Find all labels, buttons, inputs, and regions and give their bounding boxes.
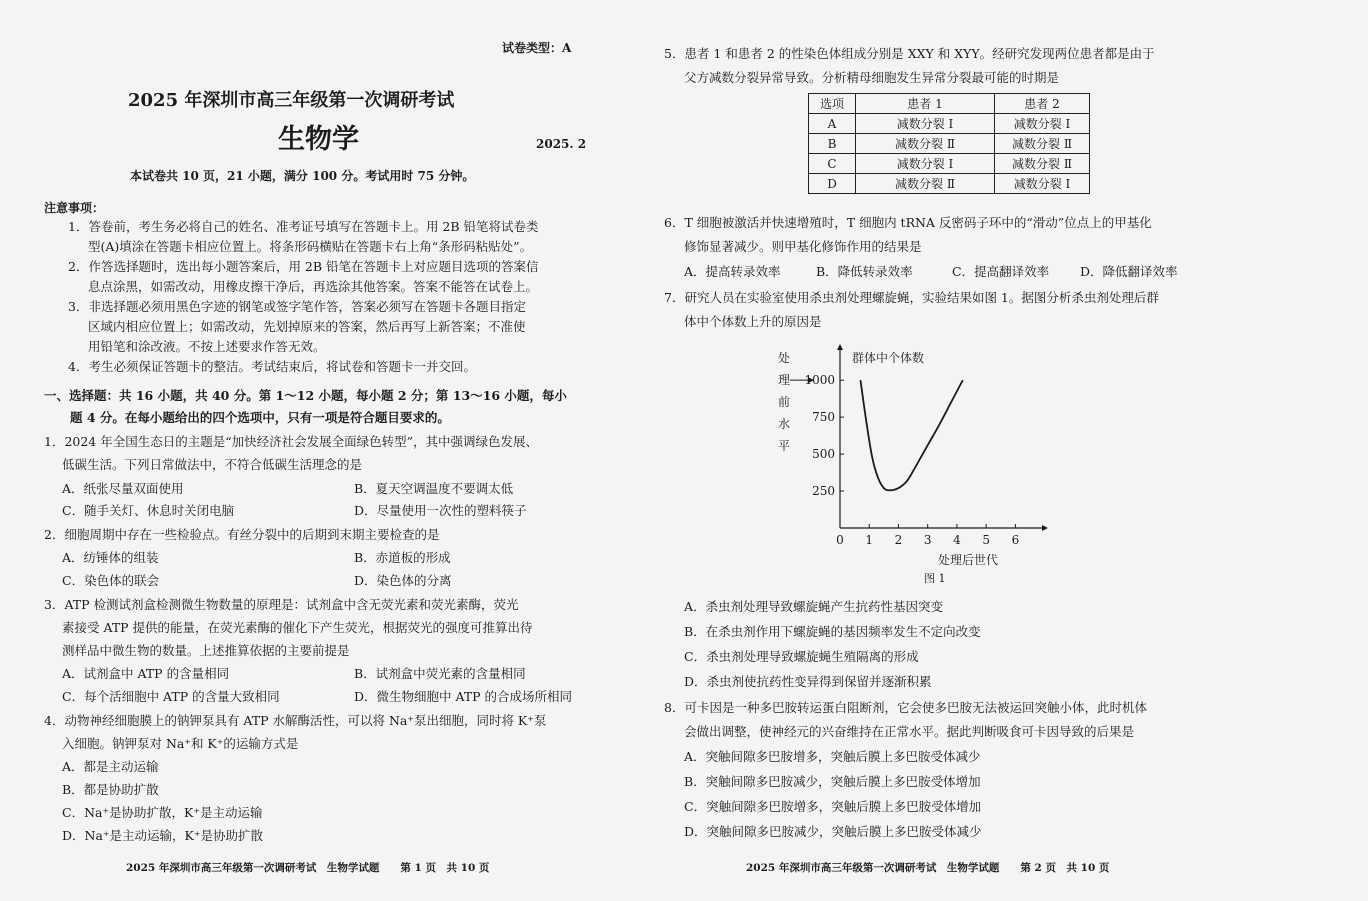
table-cell: 减数分裂 Ⅱ [856, 174, 995, 194]
x-tick-label: 0 [836, 533, 844, 547]
question-3-option-b[interactable]: B．试剂盒中荧光素的含量相同 [354, 666, 526, 681]
pre-treatment-label-char: 平 [778, 439, 791, 453]
table-cell: B [809, 134, 856, 154]
question-8-stem: 8．可卡因是一种多巴胺转运蛋白阻断剂，它会使多巴胺无法被运回突触小体，此时机体 [664, 700, 1147, 715]
pre-treatment-label-char: 理 [778, 373, 791, 387]
y-axis-arrow [837, 344, 843, 350]
y-tick-label: 500 [812, 447, 835, 462]
note-line: 1．答卷前，考生务必将自己的姓名、准考证号填写在答题卡上。用 2B 铅笔将试卷类 [68, 219, 539, 234]
pre-treatment-label-char: 前 [778, 395, 791, 409]
page-footer: 2025 年深圳市高三年级第一次调研考试 生物学试题 第 1 页 共 10 页 [126, 862, 490, 874]
pre-treatment-label-char: 水 [778, 417, 791, 431]
question-6-option-a[interactable]: A．提高转录效率 [684, 264, 781, 279]
table-cell: C [809, 154, 856, 174]
table-cell: 减数分裂 Ⅱ [995, 154, 1090, 174]
question-4-option-a[interactable]: A．都是主动运输 [62, 759, 159, 774]
x-axis-label: 处理后世代 [938, 553, 999, 567]
question-6-option-b[interactable]: B．降低转录效率 [816, 264, 913, 279]
x-axis-arrow [1042, 525, 1048, 531]
question-6-option-c[interactable]: C．提高翻译效率 [952, 264, 1050, 279]
question-1-option-a[interactable]: A．纸张尽量双面使用 [62, 481, 184, 496]
question-2-option-d[interactable]: D．染色体的分离 [354, 573, 452, 588]
question-7-option-c[interactable]: C．杀虫剂处理导致螺旋蝇生殖隔离的形成 [684, 649, 919, 664]
question-3-stem: 3．ATP 检测试剂盒检测微生物数量的原理是：试剂盒中含无荧光素和荧光素酶，荧光 [44, 597, 519, 612]
x-tick-label: 3 [923, 533, 932, 547]
question-6-option-d[interactable]: D．降低翻译效率 [1080, 264, 1178, 279]
figure-caption: 图 1 [924, 572, 946, 585]
table-header-row [809, 94, 1090, 114]
question-1-stem: 低碳生活。下列日常做法中，不符合低碳生活理念的是 [62, 457, 363, 472]
table-header-cell: 选项 [809, 94, 856, 114]
question-1-option-c[interactable]: C．随手关灯、休息时关闭电脑 [62, 503, 235, 518]
question-6-stem: 6．T 细胞被激活并快速增殖时，T 细胞内 tRNA 反密码子环中的“滑动”位点上的甲基化 [664, 215, 1152, 230]
question-7-option-a[interactable]: A．杀虫剂处理导致螺旋蝇产生抗药性基因突变 [684, 599, 944, 614]
note-line: 4．考生必须保证答题卡的整洁。考试结束后，将试卷和答题卡一并交回。 [68, 359, 476, 374]
question-1-option-b[interactable]: B．夏天空调温度不要调太低 [354, 481, 514, 496]
question-4-stem: 4．动物神经细胞膜上的钠钾泵具有 ATP 水解酶活性，可以将 Na⁺泵出细胞，同时将 K⁺泵 [44, 713, 547, 728]
table-row [809, 154, 1090, 174]
question-4-option-b[interactable]: B．都是协助扩散 [62, 782, 159, 797]
population-curve [860, 380, 962, 490]
note-line: 2．作答选择题时，选出每小题答案后，用 2B 铅笔在答题卡上对应题目选项的答案信 [68, 259, 539, 274]
table-cell: 减数分裂 Ⅱ [995, 134, 1090, 154]
subject-title: 生物学 [278, 124, 359, 155]
question-3-option-c[interactable]: C．每个活细胞中 ATP 的含量大致相同 [62, 689, 280, 704]
table-header-cell: 患者 2 [995, 94, 1090, 114]
table-cell: 减数分裂 Ⅰ [995, 114, 1090, 134]
x-tick-label: 1 [865, 533, 874, 547]
note-line: 息点涂黑，如需改动，用橡皮擦干净后，再选涂其他答案。答案不能答在试卷上。 [88, 279, 539, 294]
question-8-stem: 会做出调整，使神经元的兴奋维持在正常水平。据此判断吸食可卡因导致的后果是 [684, 724, 1135, 739]
note-line: 用铅笔和涂改液。不按上述要求作答无效。 [88, 339, 326, 354]
table-row [809, 114, 1090, 134]
paper-type: 试卷类型：A [502, 41, 572, 55]
table-cell: 减数分裂 Ⅱ [856, 134, 995, 154]
question-1-stem: 1．2024 年全国生态日的主题是“加快经济社会发展全面绿色转型”，其中强调绿色发展、 [44, 434, 539, 449]
question-3-option-a[interactable]: A．试剂盒中 ATP 的含量相同 [62, 666, 230, 681]
question-7-stem: 7．研究人员在实验室使用杀虫剂处理螺旋蝇，实验结果如图 1。据图分析杀虫剂处理后群 [664, 290, 1159, 305]
table-cell: 减数分裂 Ⅰ [856, 154, 995, 174]
question-3-stem: 测样品中微生物的数量。上述推算依据的主要前提是 [62, 643, 350, 658]
question-7-stem: 体中个体数上升的原因是 [684, 314, 822, 329]
question-8-option-d[interactable]: D．突触间隙多巴胺减少，突触后膜上多巴胺受体减少 [684, 824, 982, 839]
question-2-option-c[interactable]: C．染色体的联会 [62, 573, 160, 588]
question-3-stem: 素接受 ATP 提供的能量，在荧光素酶的催化下产生荧光，根据荧光的强度可推算出待 [62, 620, 533, 635]
question-7-option-b[interactable]: B．在杀虫剂作用下螺旋蝇的基因频率发生不定向改变 [684, 624, 981, 639]
question-3-option-d[interactable]: D．微生物细胞中 ATP 的合成场所相同 [354, 689, 573, 704]
table-row [809, 174, 1090, 194]
question-8-option-b[interactable]: B．突触间隙多巴胺减少，突触后膜上多巴胺受体增加 [684, 774, 981, 789]
question-2-option-a[interactable]: A．纺锤体的组装 [62, 550, 159, 565]
note-line: 区域内相应位置上；如需改动，先划掉原来的答案，然后再写上新答案；不准使 [88, 319, 526, 334]
question-2-stem: 2．细胞周期中存在一些检验点。有丝分裂中的后期到末期主要检查的是 [44, 527, 440, 542]
question-4-option-c[interactable]: C．Na⁺是协助扩散，K⁺是主动运输 [62, 805, 263, 820]
table-cell: D [809, 174, 856, 194]
table-cell: A [809, 114, 856, 134]
question-7-option-d[interactable]: D．杀虫剂使抗药性变异得到保留并逐渐积累 [684, 674, 932, 689]
question-1-option-d[interactable]: D．尽量使用一次性的塑料筷子 [354, 503, 527, 518]
notes-title: 注意事项： [44, 201, 105, 215]
x-tick-label: 4 [953, 533, 961, 547]
section-heading: 一、选择题：共 16 小题，共 40 分。第 1～12 小题，每小题 2 分；第 13～16 小题，每小 [44, 388, 567, 403]
question-6-stem: 修饰显著减少。则甲基化修饰作用的结果是 [684, 239, 922, 254]
question-2-option-b[interactable]: B．赤道板的形成 [354, 550, 451, 565]
table-cell: 减数分裂 Ⅰ [995, 174, 1090, 194]
question-4-stem: 入细胞。钠钾泵对 Na⁺和 K⁺的运输方式是 [62, 736, 299, 751]
y-tick-label: 750 [812, 410, 835, 425]
exam-info: 本试卷共 10 页，21 小题，满分 100 分。考试用时 75 分钟。 [130, 169, 475, 183]
page-footer: 2025 年深圳市高三年级第一次调研考试 生物学试题 第 2 页 共 10 页 [746, 862, 1110, 874]
question-5-table [808, 93, 1090, 194]
x-tick-label: 2 [894, 533, 903, 547]
question-5-stem: 5．患者 1 和患者 2 的性染色体组成分别是 XXY 和 XYY。经研究发现两位患者都是由于 [664, 46, 1155, 61]
section-heading: 题 4 分。在每小题给出的四个选项中，只有一项是符合题目要求的。 [70, 410, 450, 425]
y-tick-label: 250 [812, 484, 835, 499]
pre-treatment-label-char: 处 [778, 351, 791, 365]
y-axis-label: 群体中个体数 [852, 351, 925, 365]
x-tick-label: 6 [1011, 533, 1020, 547]
note-line: 型(A)填涂在答题卡相应位置上。将条形码横贴在答题卡右上角“条形码粘贴处”。 [88, 239, 533, 254]
exam-title: 2025 年深圳市高三年级第一次调研考试 [128, 90, 455, 111]
question-8-option-c[interactable]: C．突触间隙多巴胺增多，突触后膜上多巴胺受体增加 [684, 799, 982, 814]
y-tick-label: 1000 [804, 373, 835, 388]
figure-1-chart [760, 340, 1060, 590]
table-cell: 减数分裂 Ⅰ [856, 114, 995, 134]
question-4-option-d[interactable]: D．Na⁺是主动运输，K⁺是协助扩散 [62, 828, 263, 843]
table-header-cell: 患者 1 [856, 94, 995, 114]
note-line: 3．非选择题必须用黑色字迹的钢笔或签字笔作答，答案必须写在答题卡各题目指定 [68, 299, 526, 314]
question-5-stem: 父方减数分裂异常导致。分析精母细胞发生异常分裂最可能的时期是 [684, 70, 1060, 85]
exam-date: 2025. 2 [536, 137, 587, 151]
table-row [809, 134, 1090, 154]
x-tick-label: 5 [982, 533, 990, 547]
question-8-option-a[interactable]: A．突触间隙多巴胺增多，突触后膜上多巴胺受体减少 [684, 749, 981, 764]
